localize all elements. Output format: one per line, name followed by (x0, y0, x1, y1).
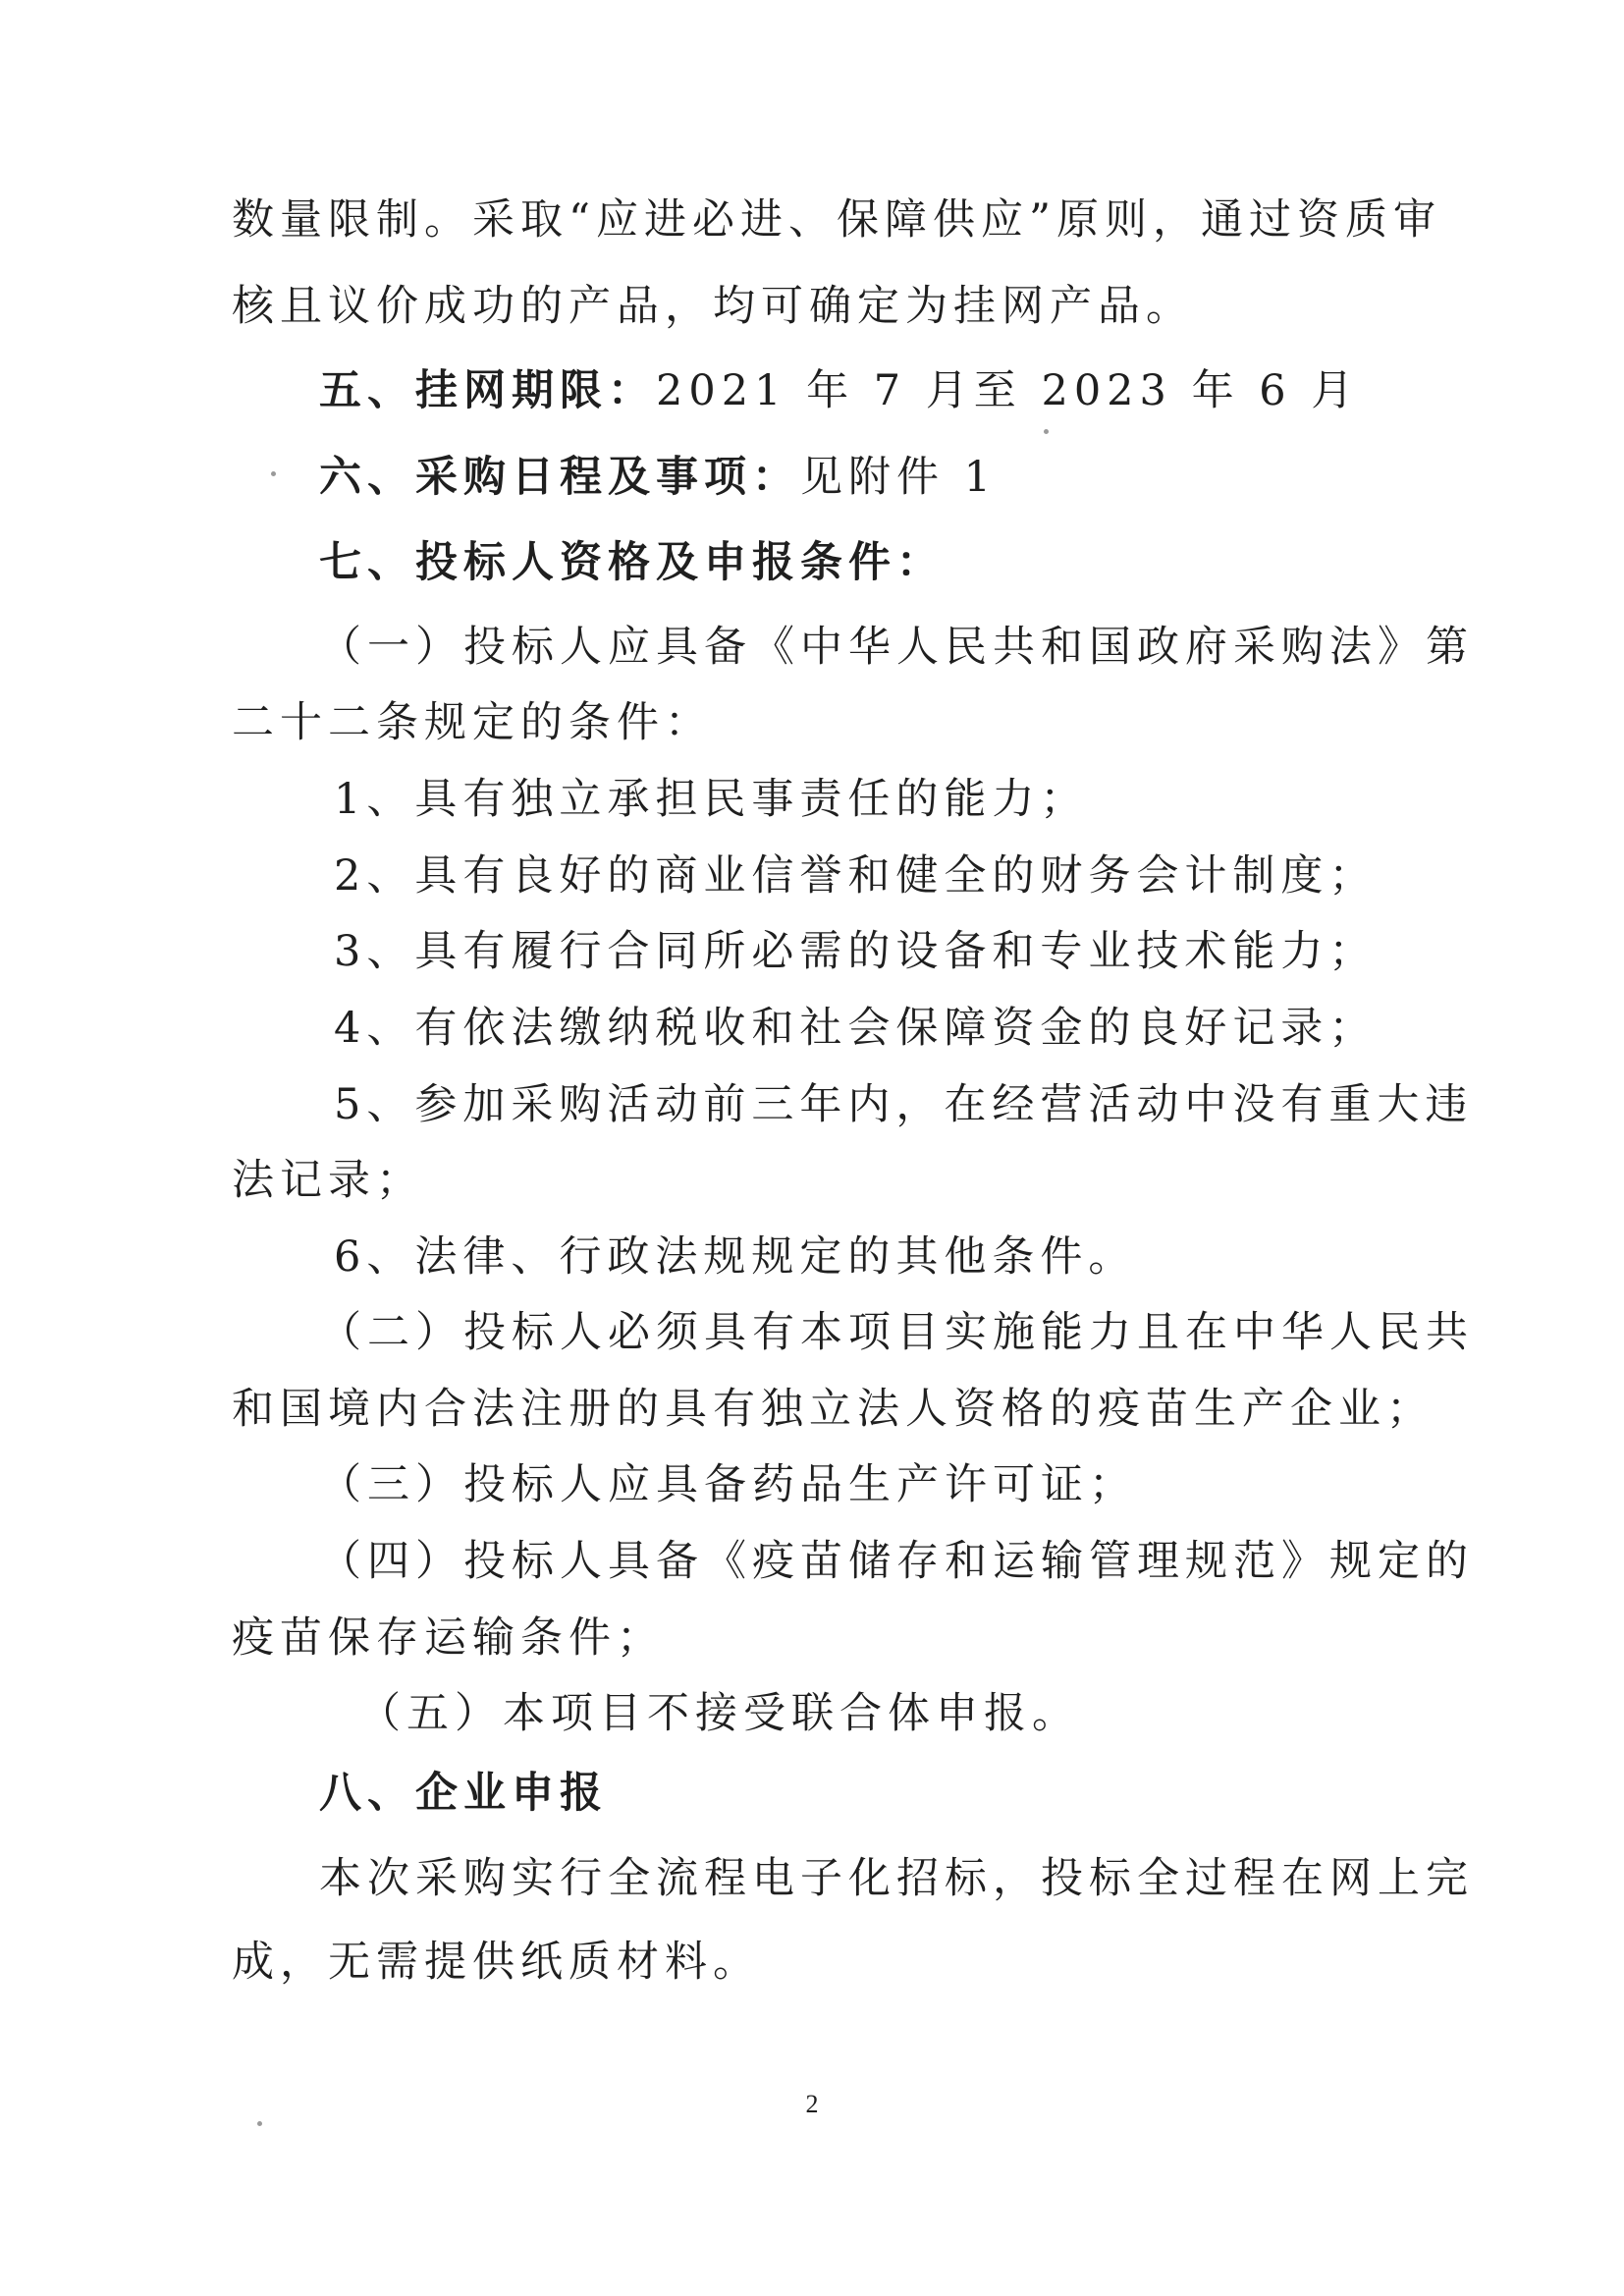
paragraph-line: 本次采购实行全流程电子化招标，投标全过程在网上完 (319, 1854, 1474, 1903)
section-5-heading: 五、挂网期限： (319, 366, 656, 415)
page-number: 2 (805, 2090, 819, 2118)
scan-speck (257, 2121, 262, 2126)
section-5-deadline (319, 365, 1361, 416)
list-item: 1、具有独立承担民事责任的能力； (334, 775, 1089, 824)
paragraph-line: （五）本项目不接受联合体申报。 (358, 1689, 1080, 1738)
scan-speck (271, 471, 276, 476)
paragraph-line: （三）投标人应具备药品生产许可证； (319, 1460, 1137, 1509)
paragraph-line: 法记录； (232, 1156, 424, 1205)
list-item: 2、具有良好的商业信誉和健全的财务会计制度； (334, 851, 1378, 901)
paragraph-line: 核且议价成功的产品，均可确定为挂网产品。 (232, 282, 1194, 331)
scan-speck (1044, 429, 1049, 434)
paragraph-line: 成，无需提供纸质材料。 (232, 1938, 761, 1987)
section-8-heading: 八、企业申报 (319, 1769, 608, 1818)
section-6-value: 见附件 1 (800, 453, 998, 502)
paragraph-line: 疫苗保存运输条件； (232, 1613, 665, 1663)
section-7-heading: 七、投标人资格及申报条件： (319, 538, 945, 587)
section-6-schedule (319, 452, 1361, 503)
list-item: 6、法律、行政法规规定的其他条件。 (334, 1232, 1137, 1282)
list-item: 5、参加采购活动前三年内，在经营活动中没有重大违 (334, 1080, 1474, 1129)
paragraph-line: （四）投标人具备《疫苗储存和运输管理规范》规定的 (319, 1537, 1474, 1586)
paragraph-line: （二）投标人必须具有本项目实施能力且在中华人民共 (319, 1308, 1474, 1357)
paragraph-line: 和国境内合法注册的具有独立法人资格的疫苗生产企业； (232, 1385, 1435, 1434)
list-item: 3、具有履行合同所必需的设备和专业技术能力； (334, 927, 1378, 976)
paragraph-line: （一）投标人应具备《中华人民共和国政府采购法》第 (319, 623, 1474, 672)
list-item: 4、有依法缴纳税收和社会保障资金的良好记录； (334, 1004, 1378, 1053)
paragraph-line: 数量限制。采取“应进必进、保障供应”原则，通过资质审 (232, 195, 1441, 245)
paragraph-line: 二十二条规定的条件： (232, 698, 713, 747)
section-5-value: 2021 年 7 月至 2023 年 6 月 (656, 366, 1360, 415)
section-6-heading: 六、采购日程及事项： (319, 453, 800, 502)
